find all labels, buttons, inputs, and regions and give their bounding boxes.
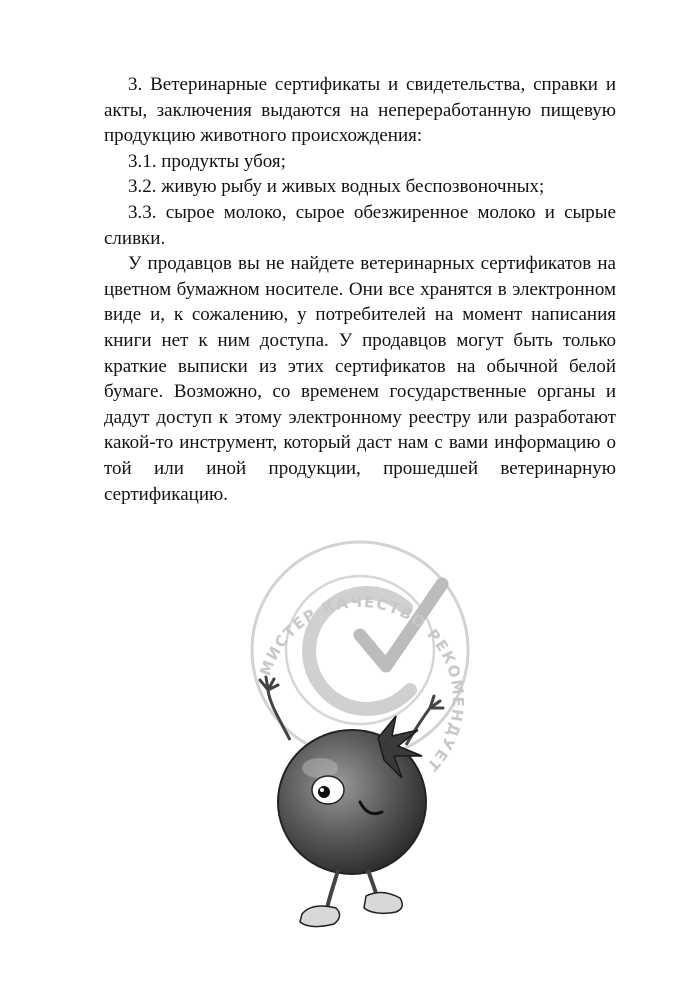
- right-shoe: [364, 892, 402, 913]
- seal-text: МИСТЕР КАЧЕСТВО РЕКОМЕНДУЕТ: [256, 592, 468, 776]
- tomato-legs: [300, 870, 402, 927]
- page-body-text: [104, 72, 616, 507]
- mister-quality-illustration: [210, 540, 510, 960]
- paragraph-item-3-1: 3.1. продукты убоя;: [128, 150, 286, 172]
- paragraph-sellers: У продавцов вы не найдете ветеринарных сертификатов на цветном бумажном носителе. Они все хранятся в электронном виде и, к сожалению, у потребителей на момент написания книги нет к ним доступа. У продавцов могут быть только краткие выписки из этих сертификатов на обычной белой бумаге. Возможно, со временем государственные органы и дадут доступ к этому электронному реестру или разработают какой-то инструмент, который даст нам с вами информацию о той или иной продукции, прошедшей ветеринарную сертификацию.: [104, 253, 616, 505]
- paragraph-item-3-2: 3.2. живую рыбу и живых водных беспозвоночных;: [128, 176, 545, 198]
- mister-quality-drawing: [210, 540, 510, 960]
- left-shoe: [300, 906, 340, 927]
- paragraph-item-3: 3. Ветеринарные сертификаты и свидетельства, справки и акты, заключения выдаются на непереработанную пищевую продукцию животного происхождения:: [104, 74, 616, 147]
- paragraph-item-3-3: 3.3. сырое молоко, сырое обезжиренное молоко и сырые сливки.: [104, 201, 616, 249]
